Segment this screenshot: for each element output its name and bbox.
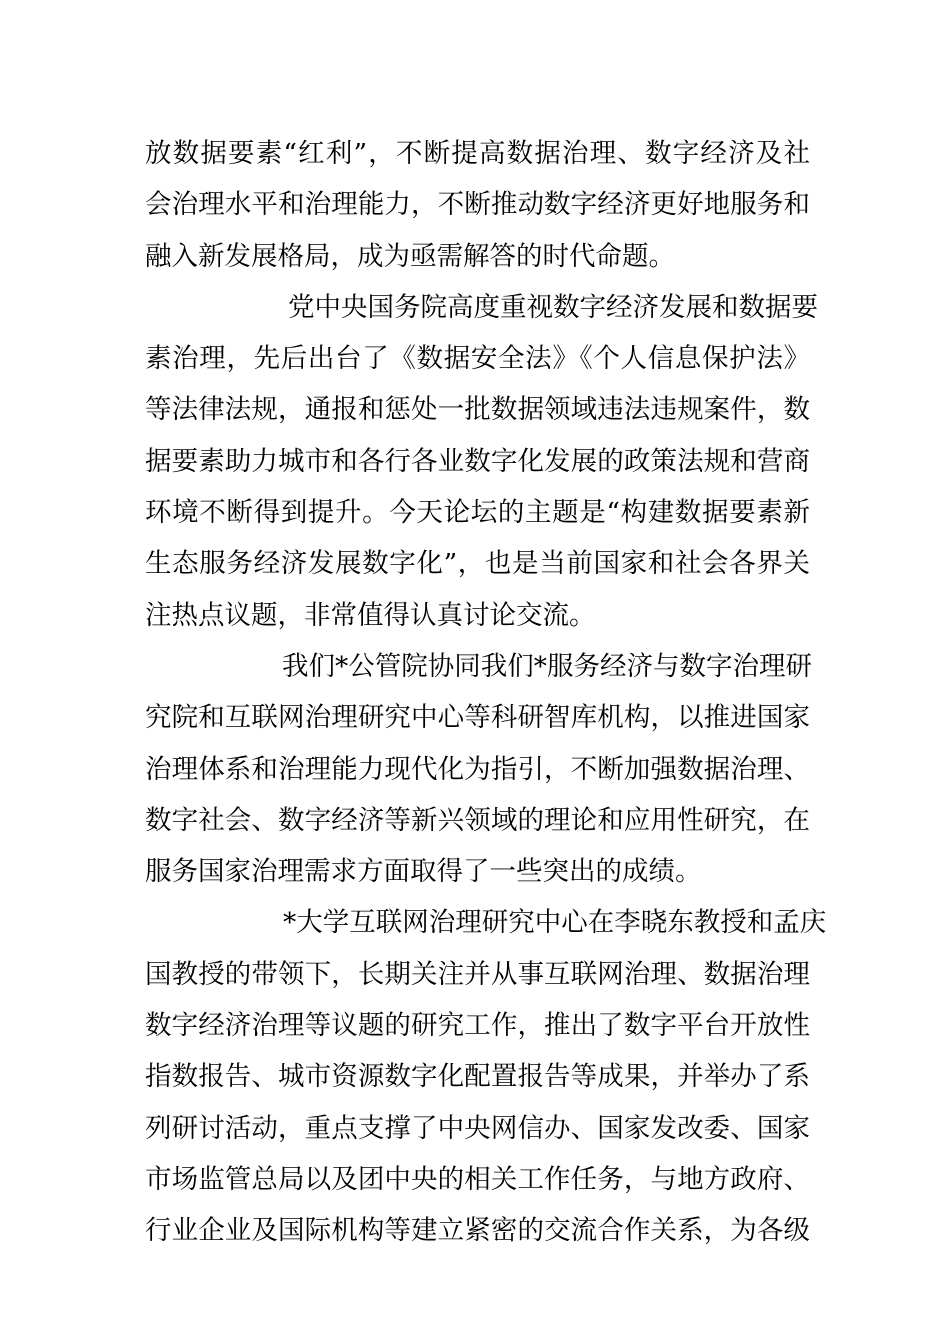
paragraph-3 xyxy=(145,641,810,897)
text-line: 行业企业及国际机构等建立紧密的交流合作关系，为各级 xyxy=(145,1215,810,1247)
text-line: 会治理水平和治理能力，不断推动数字经济更好地服务和 xyxy=(145,189,810,221)
document-body xyxy=(145,128,827,1257)
text-line: 数字社会、数字经济等新兴领域的理论和应用性研究，在 xyxy=(145,804,810,836)
text-line: 市场监管总局以及团中央的相关工作任务，与地方政府、 xyxy=(145,1163,810,1195)
text-line: 注热点议题，非常值得认真讨论交流。 xyxy=(145,599,596,631)
text-line: 据要素助力城市和各行各业数字化发展的政策法规和营商 xyxy=(145,445,810,477)
text-line: 党中央国务院高度重视数字经济发展和数据要 xyxy=(288,291,818,323)
text-line: 生态服务经济发展数字化”，也是当前国家和社会各界关 xyxy=(145,548,810,580)
text-line: *大学互联网治理研究中心在李晓东教授和孟庆 xyxy=(283,907,827,939)
text-line: 究院和互联网治理研究中心等科研智库机构，以推进国家 xyxy=(145,702,810,734)
text-line: 等法律法规，通报和惩处一批数据领域违法违规案件，数 xyxy=(145,394,810,426)
text-line: 治理体系和治理能力现代化为指引，不断加强数据治理、 xyxy=(145,753,810,785)
text-line: 融入新发展格局，成为亟需解答的时代命题。 xyxy=(145,240,675,272)
paragraph-4 xyxy=(145,897,827,1256)
text-line: 素治理，先后出台了《数据安全法》《个人信息保护法》 xyxy=(145,343,810,375)
paragraph-2 xyxy=(145,282,818,641)
text-line: 环境不断得到提升。今天论坛的主题是“构建数据要素新 xyxy=(145,497,810,529)
paragraph-1 xyxy=(145,128,810,282)
text-line: 放数据要素“红利”，不断提高数据治理、数字经济及社 xyxy=(145,138,810,169)
text-line: 数字经济治理等议题的研究工作，推出了数字平台开放性 xyxy=(145,1010,810,1042)
text-line: 指数报告、城市资源数字化配置报告等成果，并举办了系 xyxy=(145,1061,810,1093)
text-line: 我们*公管院协同我们*服务经济与数字治理研 xyxy=(282,650,812,682)
text-line: 国教授的带领下，长期关注并从事互联网治理、数据治理 xyxy=(145,958,810,990)
text-line: 服务国家治理需求方面取得了一些突出的成绩。 xyxy=(145,856,702,888)
text-line: 列研讨活动，重点支撑了中央网信办、国家发改委、国家 xyxy=(145,1112,810,1144)
